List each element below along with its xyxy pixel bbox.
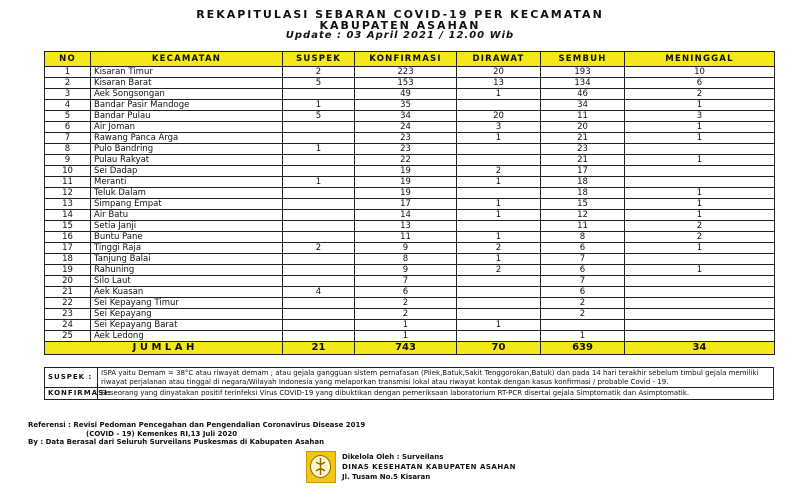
row-no: 9 <box>45 155 91 166</box>
row-sembuh: 7 <box>541 254 625 265</box>
row-sembuh: 21 <box>541 155 625 166</box>
row-konfirmasi: 153 <box>355 78 457 89</box>
row-no: 21 <box>45 287 91 298</box>
update-date: Update : 03 April 2021 / 12.00 Wib <box>285 30 515 41</box>
total-meninggal: 34 <box>625 342 775 355</box>
row-meninggal: 10 <box>625 67 775 78</box>
row-kecamatan: Kisaran Barat <box>91 78 283 89</box>
row-kecamatan: Bandar Pulau <box>91 111 283 122</box>
row-no: 23 <box>45 309 91 320</box>
row-suspek: 5 <box>283 111 355 122</box>
row-kecamatan: Air Joman <box>91 122 283 133</box>
row-meninggal: 6 <box>625 78 775 89</box>
definition-label: KONFIRMASI: <box>45 388 98 400</box>
row-suspek <box>283 210 355 221</box>
row-konfirmasi: 24 <box>355 122 457 133</box>
table-row <box>45 122 775 133</box>
table-row <box>45 89 775 100</box>
row-konfirmasi: 17 <box>355 199 457 210</box>
row-no: 8 <box>45 144 91 155</box>
row-meninggal <box>625 166 775 177</box>
row-konfirmasi: 23 <box>355 144 457 155</box>
row-dirawat: 1 <box>457 89 541 100</box>
row-sembuh: 12 <box>541 210 625 221</box>
table-row <box>45 243 775 254</box>
table-row <box>45 111 775 122</box>
row-dirawat: 20 <box>457 111 541 122</box>
row-no: 25 <box>45 331 91 342</box>
table-row <box>45 78 775 89</box>
row-kecamatan: Kisaran Timur <box>91 67 283 78</box>
row-sembuh: 8 <box>541 232 625 243</box>
row-dirawat <box>457 221 541 232</box>
definition-row <box>45 368 774 388</box>
row-sembuh: 193 <box>541 67 625 78</box>
table-row <box>45 144 775 155</box>
row-suspek <box>283 331 355 342</box>
footer-agency: DINAS KESEHATAN KABUPATEN ASAHAN <box>342 463 516 471</box>
table-header-row <box>45 52 775 67</box>
row-no: 4 <box>45 100 91 111</box>
row-kecamatan: Setia Janji <box>91 221 283 232</box>
row-dirawat: 2 <box>457 265 541 276</box>
row-konfirmasi: 13 <box>355 221 457 232</box>
table-row <box>45 298 775 309</box>
row-konfirmasi: 19 <box>355 177 457 188</box>
row-meninggal: 1 <box>625 155 775 166</box>
row-dirawat: 20 <box>457 67 541 78</box>
row-meninggal: 1 <box>625 265 775 276</box>
row-sembuh: 21 <box>541 133 625 144</box>
col-header-dirawat: DIRAWAT <box>457 52 541 67</box>
table-row <box>45 199 775 210</box>
row-konfirmasi: 2 <box>355 309 457 320</box>
row-no: 7 <box>45 133 91 144</box>
row-dirawat: 1 <box>457 133 541 144</box>
table-row <box>45 287 775 298</box>
row-kecamatan: Air Batu <box>91 210 283 221</box>
row-suspek <box>283 155 355 166</box>
row-sembuh: 20 <box>541 122 625 133</box>
row-kecamatan: Pulau Rakyat <box>91 155 283 166</box>
row-dirawat: 1 <box>457 177 541 188</box>
row-no: 19 <box>45 265 91 276</box>
row-sembuh: 2 <box>541 298 625 309</box>
row-dirawat <box>457 144 541 155</box>
row-sembuh: 17 <box>541 166 625 177</box>
table-row <box>45 166 775 177</box>
row-no: 3 <box>45 89 91 100</box>
total-konfirmasi: 743 <box>355 342 457 355</box>
table-body <box>45 67 775 342</box>
row-kecamatan: Tanjung Balai <box>91 254 283 265</box>
row-konfirmasi: 6 <box>355 287 457 298</box>
row-suspek <box>283 122 355 133</box>
definition-text: Seseorang yang dinyatakan positif terinfeksi Virus COVID-19 yang dibuktikan dengan pemeriksaan laboratorium RT-PCR disertai gejala Simptomatik dan Asimptomatik. <box>98 388 774 400</box>
row-kecamatan: Sei Kepayang Timur <box>91 298 283 309</box>
row-meninggal: 1 <box>625 122 775 133</box>
row-dirawat: 2 <box>457 243 541 254</box>
row-kecamatan: Aek Ledong <box>91 331 283 342</box>
row-meninggal <box>625 298 775 309</box>
document-title: REKAPITULASI SEBARAN COVID-19 PER KECAMATAN <box>196 8 604 21</box>
row-kecamatan: Pulo Bandring <box>91 144 283 155</box>
row-meninggal: 1 <box>625 188 775 199</box>
row-kecamatan: Meranti <box>91 177 283 188</box>
definition-label: SUSPEK : <box>45 368 98 388</box>
table-row <box>45 221 775 232</box>
total-sembuh: 639 <box>541 342 625 355</box>
row-meninggal: 1 <box>625 133 775 144</box>
reference-line: Referensi : Revisi Pedoman Pencegahan dan Pengendalian Coronavirus Disease 2019 <box>28 421 366 429</box>
col-header-no: NO <box>45 52 91 67</box>
row-suspek: 4 <box>283 287 355 298</box>
reference-line: (COVID - 19) Kemenkes RI,13 Juli 2020 <box>86 429 238 438</box>
row-sembuh: 1 <box>541 331 625 342</box>
row-dirawat <box>457 298 541 309</box>
row-kecamatan: Bandar Pasir Mandoge <box>91 100 283 111</box>
row-no: 5 <box>45 111 91 122</box>
total-suspek: 21 <box>283 342 355 355</box>
row-suspek <box>283 298 355 309</box>
row-no: 11 <box>45 177 91 188</box>
row-suspek <box>283 199 355 210</box>
total-dirawat: 70 <box>457 342 541 355</box>
table-row <box>45 210 775 221</box>
row-konfirmasi: 34 <box>355 111 457 122</box>
row-sembuh: 18 <box>541 188 625 199</box>
row-no: 1 <box>45 67 91 78</box>
recap-table <box>44 51 775 355</box>
table-row <box>45 265 775 276</box>
dinkes-logo <box>306 451 336 483</box>
row-meninggal <box>625 331 775 342</box>
row-suspek: 5 <box>283 78 355 89</box>
row-dirawat <box>457 155 541 166</box>
row-sembuh: 34 <box>541 100 625 111</box>
col-header-meninggal: MENINGGAL <box>625 52 775 67</box>
document-subtitle: KABUPATEN ASAHAN <box>319 19 481 32</box>
row-meninggal <box>625 309 775 320</box>
row-kecamatan: Teluk Dalam <box>91 188 283 199</box>
row-konfirmasi: 14 <box>355 210 457 221</box>
row-konfirmasi: 9 <box>355 243 457 254</box>
footer-managed-by: Dikelola Oleh : Surveilans <box>342 453 444 461</box>
row-sembuh: 11 <box>541 111 625 122</box>
emblem-icon <box>307 452 334 481</box>
definition-row <box>45 388 774 400</box>
row-no: 24 <box>45 320 91 331</box>
row-no: 13 <box>45 199 91 210</box>
row-dirawat <box>457 331 541 342</box>
row-kecamatan: Sei Kepayang <box>91 309 283 320</box>
row-meninggal <box>625 287 775 298</box>
table-row <box>45 100 775 111</box>
row-kecamatan: Simpang Empat <box>91 199 283 210</box>
table-row <box>45 67 775 78</box>
row-dirawat <box>457 309 541 320</box>
row-suspek: 1 <box>283 144 355 155</box>
row-suspek: 1 <box>283 177 355 188</box>
row-konfirmasi: 2 <box>355 298 457 309</box>
row-sembuh: 134 <box>541 78 625 89</box>
row-konfirmasi: 9 <box>355 265 457 276</box>
row-no: 2 <box>45 78 91 89</box>
row-meninggal: 2 <box>625 89 775 100</box>
row-dirawat: 3 <box>457 122 541 133</box>
row-konfirmasi: 223 <box>355 67 457 78</box>
row-no: 20 <box>45 276 91 287</box>
row-dirawat <box>457 287 541 298</box>
row-suspek <box>283 254 355 265</box>
row-sembuh: 11 <box>541 221 625 232</box>
row-dirawat: 1 <box>457 199 541 210</box>
row-meninggal: 1 <box>625 210 775 221</box>
row-suspek <box>283 133 355 144</box>
row-dirawat <box>457 188 541 199</box>
row-suspek <box>283 276 355 287</box>
row-meninggal <box>625 144 775 155</box>
row-dirawat <box>457 276 541 287</box>
row-sembuh: 15 <box>541 199 625 210</box>
row-kecamatan: Rahuning <box>91 265 283 276</box>
row-kecamatan: Silo Laut <box>91 276 283 287</box>
footer <box>306 451 516 485</box>
table-row <box>45 254 775 265</box>
row-konfirmasi: 7 <box>355 276 457 287</box>
row-suspek <box>283 188 355 199</box>
row-kecamatan: Tinggi Raja <box>91 243 283 254</box>
table-row <box>45 177 775 188</box>
row-no: 17 <box>45 243 91 254</box>
row-sembuh: 2 <box>541 309 625 320</box>
row-meninggal: 1 <box>625 243 775 254</box>
row-meninggal <box>625 177 775 188</box>
total-row <box>45 342 775 355</box>
col-header-konfirmasi: KONFIRMASI <box>355 52 457 67</box>
row-kecamatan: Aek Kuasan <box>91 287 283 298</box>
row-meninggal: 1 <box>625 199 775 210</box>
definitions-table <box>44 367 774 400</box>
row-suspek <box>283 265 355 276</box>
table-row <box>45 276 775 287</box>
row-dirawat: 13 <box>457 78 541 89</box>
row-no: 18 <box>45 254 91 265</box>
row-dirawat: 1 <box>457 254 541 265</box>
row-kecamatan: Rawang Panca Arga <box>91 133 283 144</box>
table-row <box>45 188 775 199</box>
row-meninggal <box>625 254 775 265</box>
row-no: 10 <box>45 166 91 177</box>
row-suspek <box>283 221 355 232</box>
row-suspek <box>283 232 355 243</box>
row-suspek: 2 <box>283 67 355 78</box>
row-no: 15 <box>45 221 91 232</box>
row-konfirmasi: 8 <box>355 254 457 265</box>
row-sembuh <box>541 320 625 331</box>
table-row <box>45 232 775 243</box>
row-suspek <box>283 309 355 320</box>
row-konfirmasi: 11 <box>355 232 457 243</box>
row-suspek <box>283 320 355 331</box>
row-no: 6 <box>45 122 91 133</box>
row-kecamatan: Buntu Pane <box>91 232 283 243</box>
row-no: 16 <box>45 232 91 243</box>
row-meninggal: 2 <box>625 232 775 243</box>
row-no: 14 <box>45 210 91 221</box>
row-sembuh: 46 <box>541 89 625 100</box>
row-sembuh: 18 <box>541 177 625 188</box>
definition-text: ISPA yaitu Demam = 38°C atau riwayat demam ; atau gejala gangguan sistem pernafasan (Pilek,Batuk,Sakit Tenggorokan,Batuk) dan pada 14 hari terakhir sebelum timbul gejala memiliki riwayat perjalanan atau tinggal di negara/Wilayah Indonesia yang melaporkan transmisi lokal atau riwayat kontak dengan kasus konfirmasi / probable Covid - 19. <box>98 368 774 388</box>
reference-note <box>28 421 365 438</box>
row-suspek <box>283 166 355 177</box>
row-suspek: 2 <box>283 243 355 254</box>
table-row <box>45 155 775 166</box>
row-dirawat <box>457 100 541 111</box>
row-kecamatan: Sei Kepayang Barat <box>91 320 283 331</box>
row-kecamatan: Aek Songsongan <box>91 89 283 100</box>
col-header-suspek: SUSPEK <box>283 52 355 67</box>
row-suspek <box>283 89 355 100</box>
data-source-note: By : Data Berasal dari Seluruh Surveilans Puskesmas di Kabupaten Asahan <box>28 438 325 446</box>
col-header-kecamatan: KECAMATAN <box>91 52 283 67</box>
row-dirawat: 1 <box>457 232 541 243</box>
row-konfirmasi: 49 <box>355 89 457 100</box>
row-dirawat: 1 <box>457 210 541 221</box>
table-row <box>45 133 775 144</box>
footer-address: Jl. Tusam No.5 Kisaran <box>342 473 431 481</box>
row-meninggal <box>625 276 775 287</box>
row-no: 12 <box>45 188 91 199</box>
row-meninggal: 3 <box>625 111 775 122</box>
row-dirawat: 1 <box>457 320 541 331</box>
table-row <box>45 331 775 342</box>
row-kecamatan: Sei Dadap <box>91 166 283 177</box>
total-label: J U M L A H <box>45 342 283 355</box>
row-dirawat: 2 <box>457 166 541 177</box>
row-meninggal: 2 <box>625 221 775 232</box>
row-konfirmasi: 22 <box>355 155 457 166</box>
row-meninggal: 1 <box>625 100 775 111</box>
row-konfirmasi: 23 <box>355 133 457 144</box>
row-konfirmasi: 19 <box>355 166 457 177</box>
table-row <box>45 320 775 331</box>
row-konfirmasi: 1 <box>355 320 457 331</box>
row-konfirmasi: 1 <box>355 331 457 342</box>
row-sembuh: 6 <box>541 243 625 254</box>
row-meninggal <box>625 320 775 331</box>
row-no: 22 <box>45 298 91 309</box>
row-konfirmasi: 19 <box>355 188 457 199</box>
col-header-sembuh: SEMBUH <box>541 52 625 67</box>
row-sembuh: 23 <box>541 144 625 155</box>
row-sembuh: 7 <box>541 276 625 287</box>
row-konfirmasi: 35 <box>355 100 457 111</box>
row-suspek: 1 <box>283 100 355 111</box>
row-sembuh: 6 <box>541 265 625 276</box>
row-sembuh: 6 <box>541 287 625 298</box>
table-row <box>45 309 775 320</box>
